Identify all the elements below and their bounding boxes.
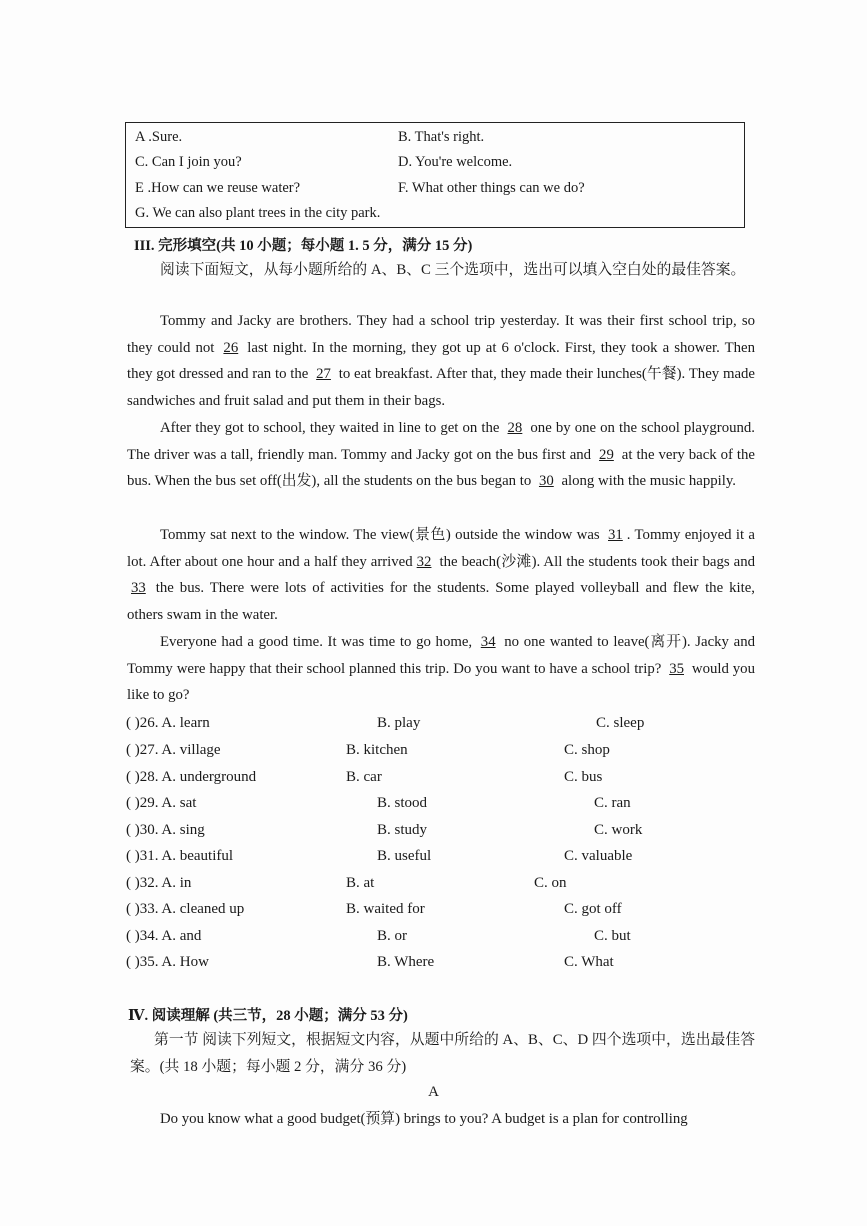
option-g: G. We can also plant trees in the city park. [135,205,381,221]
paragraph-4: Everyone had a good time. It was time to go home, 34 no one wanted to leave(离开). Jacky and Tommy were happy that their school planned this trip. Do you want to have a school trip? 35 would you like to go? [127,634,755,704]
question-28[interactable]: ( )28. A. underground B. car C. bus [126,769,603,785]
blank-33: 33 [131,580,146,597]
section3-instructions: 阅读下面短文，从每小题所给的 A、B、C 三个选项中，选出可以填入空白处的最佳答案。 [160,262,746,278]
section3-heading: III. 完形填空(共 10 小题；每小题 1. 5 分，满分 15 分) [134,238,473,254]
blank-28: 28 [507,420,523,436]
question-33[interactable]: ( )33. A. cleaned up B. waited for C. got off [126,901,622,917]
blank-35: 35 [669,660,684,677]
question-30[interactable]: ( )30. A. sing B. study C. work [126,822,643,838]
blank-29: 29 [599,446,614,463]
blank-26: 26 [223,339,239,356]
blank-30: 30 [538,473,554,490]
question-29[interactable]: ( )29. A. sat B. stood C. ran [126,795,631,811]
option-d: D. You're welcome. [398,154,513,170]
blank-34: 34 [480,634,496,650]
question-34[interactable]: ( )34. A. and B. or C. but [126,928,631,944]
blank-32: 32 [416,553,432,570]
section4-heading: Ⅳ. 阅读理解 (共三节，28 小题；满分 53 分) [128,1008,408,1024]
paragraph-1: Tommy and Jacky are brothers. They had a school trip yesterday. It was their first school trip, so they could not 26 last night. In the morning, they got up at 6 o'clock. First, they took a shower. Then they got dressed and ran to the 27 to eat breakfast. After that, they made their lunches(午餐). They made sandwiches and fruit salad and put them in their bags. [127,313,755,410]
question-31[interactable]: ( )31. A. beautiful B. useful C. valuable [126,848,633,864]
blank-31: 31 [608,527,623,543]
option-a: A .Sure. [135,129,183,145]
question-32[interactable]: ( )32. A. in B. at C. on [126,875,567,891]
section4-part1: 第一节 阅读下列短文，根据短文内容，从题中所给的 A、B、C、D 四个选项中，选出最佳答案。(共 18 小题；每小题 2 分，满分 36 分) [130,1032,755,1075]
passage-label: A [428,1084,439,1100]
question-27[interactable]: ( )27. A. village B. kitchen C. shop [126,742,610,758]
option-box [125,122,745,228]
option-e: E .How can we reuse water? [135,180,301,196]
option-b: B. That's right. [398,129,485,145]
question-35[interactable]: ( )35. A. How B. Where C. What [126,954,614,970]
option-c: C. Can I join you? [135,154,242,170]
passage-a-start: Do you know what a good budget(预算) brings to you? A budget is a plan for controlling [160,1111,688,1127]
blank-27: 27 [316,366,331,383]
paragraph-2: After they got to school, they waited in line to get on the 28 one by one on the school playground. The driver was a tall, friendly man. Tommy and Jacky got on the bus first and 29 at the very back of the bus. When the bus set off(出发), all the students on the bus began to 30 along with the music happily. [127,420,755,490]
paragraph-3: Tommy sat next to the window. The view(景色) outside the window was 31 . Tommy enjoyed it a lot. After about one hour and a half they arrived 32 the beach(沙滩). All the students took their bags and 33 the bus. There were lots of activities for the students. Some played volleyball and flew the kite, others swam in the water. [127,527,755,624]
option-f: F. What other things can we do? [398,180,585,196]
question-26[interactable]: ( )26. A. learn B. play C. sleep [126,715,645,731]
